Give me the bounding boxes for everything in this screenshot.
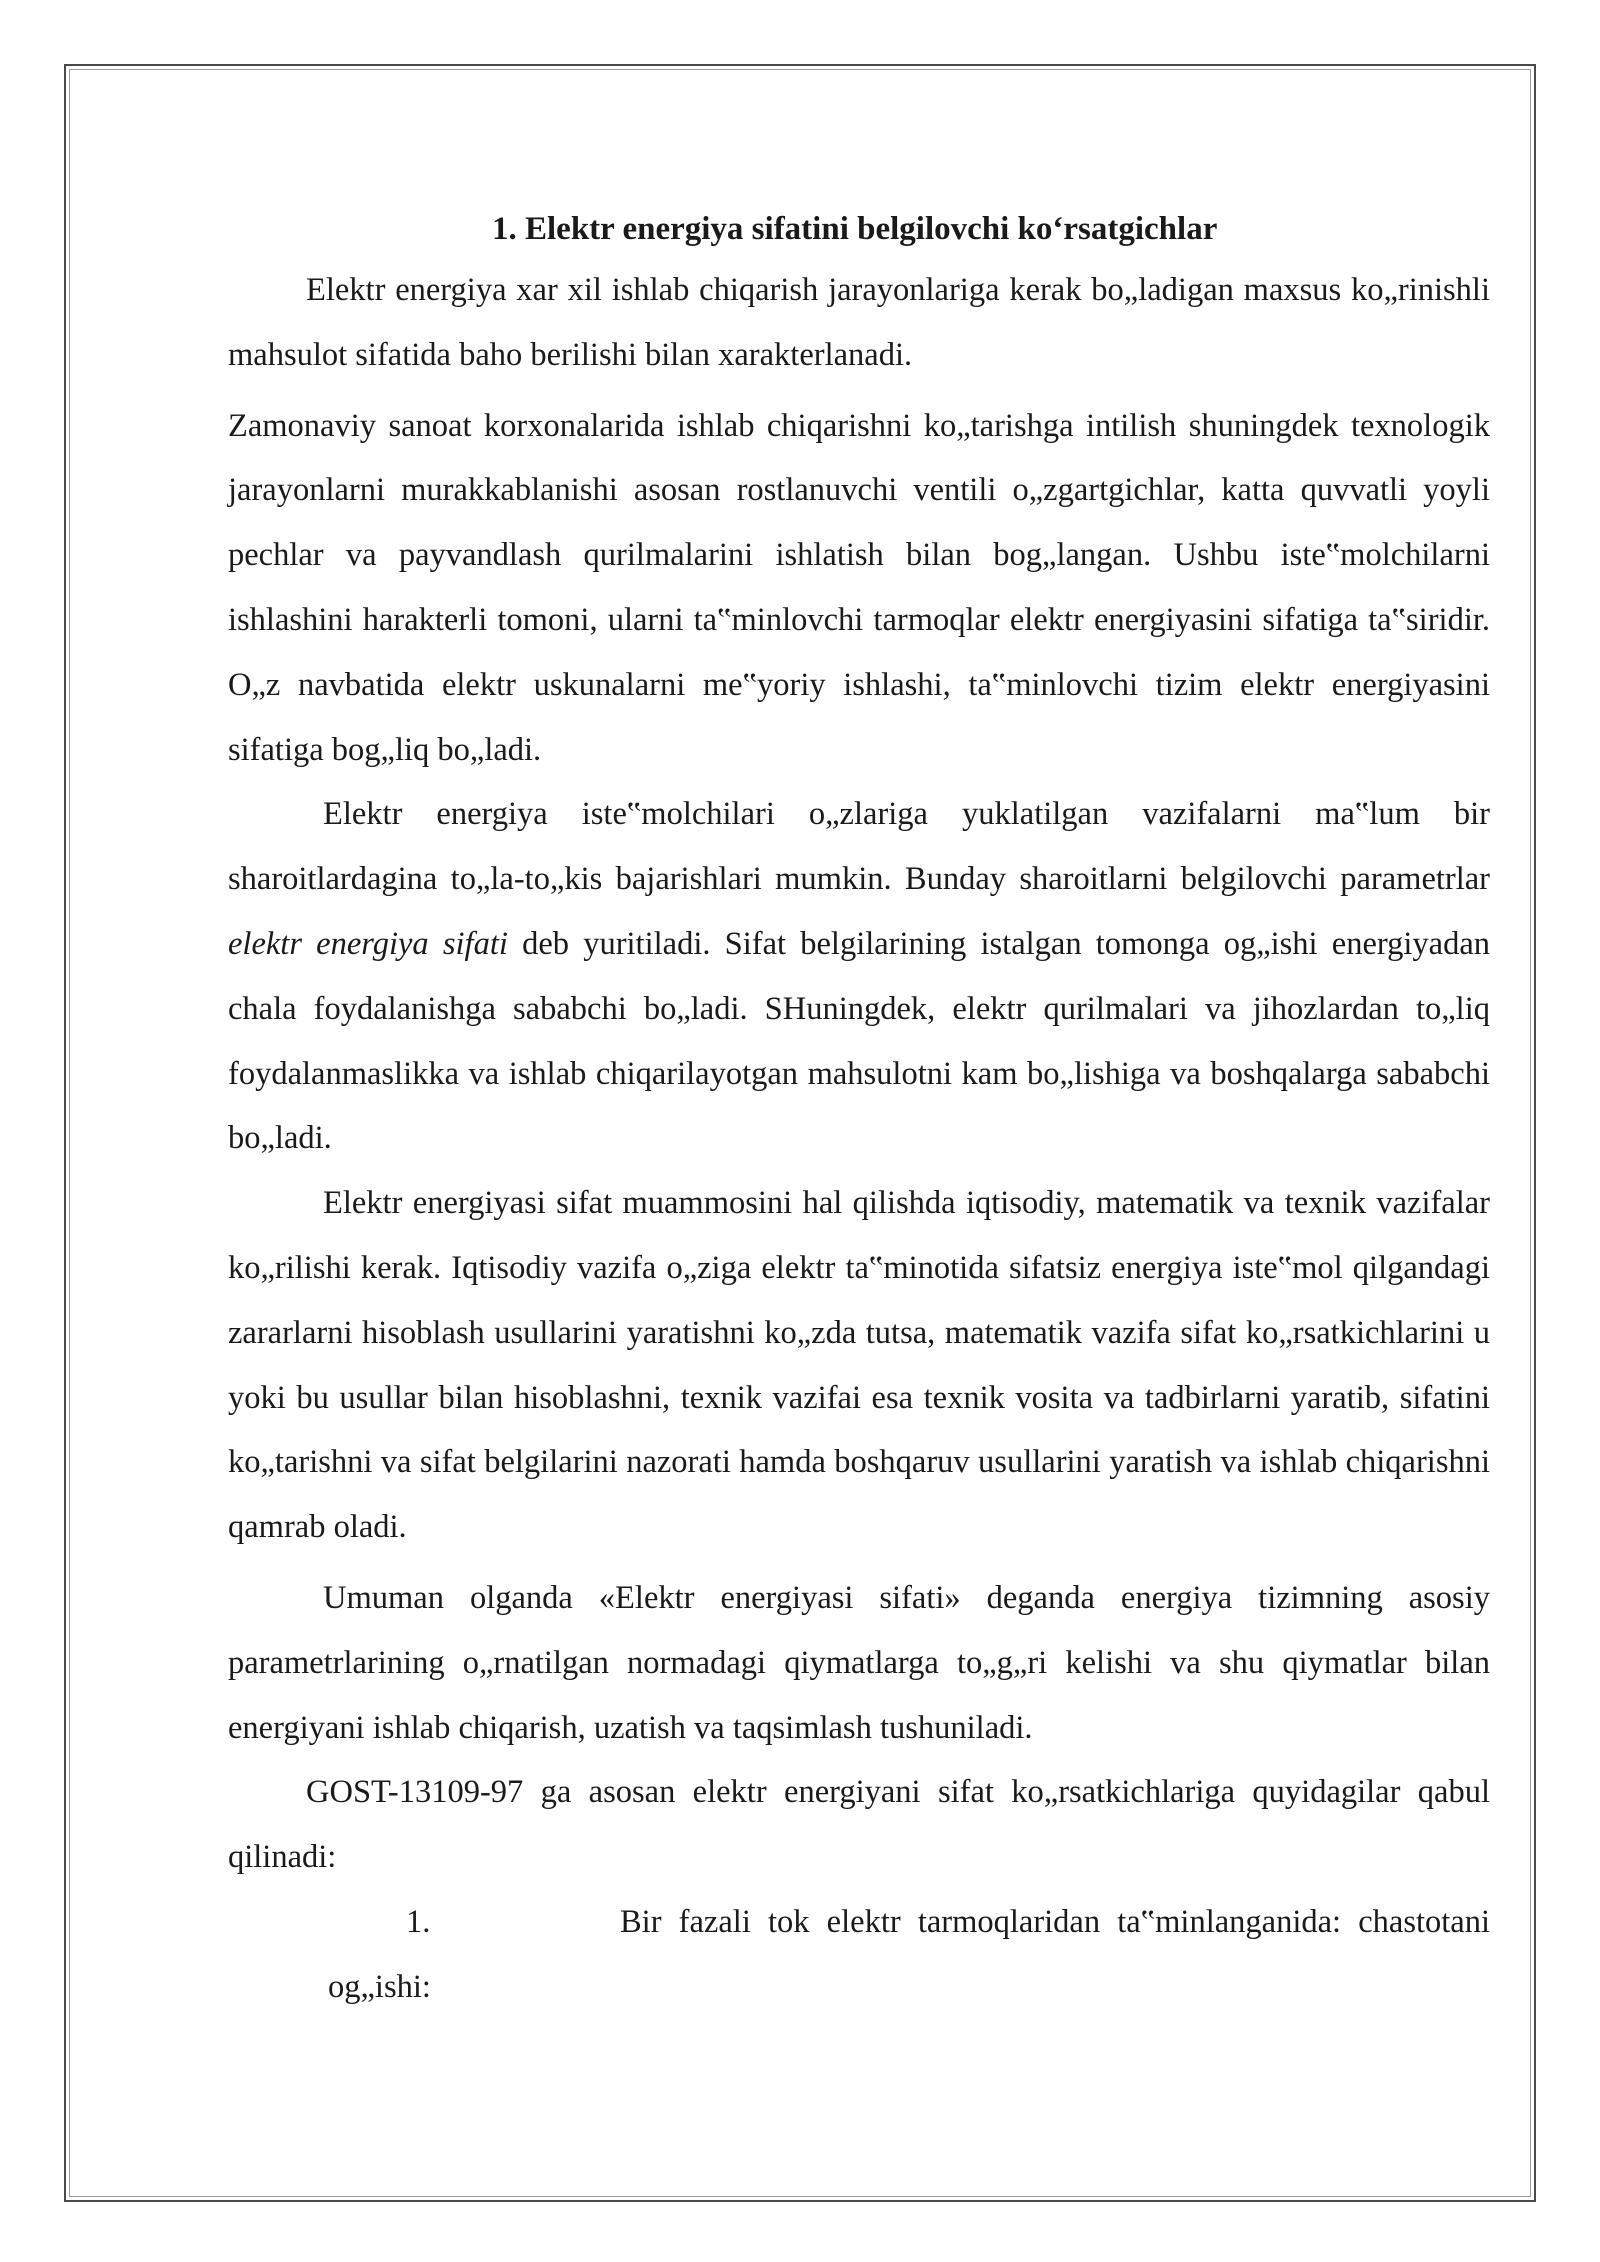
document-body — [228, 200, 1490, 2020]
paragraph-3-emphasis: elektr energiya sifati — [228, 925, 508, 962]
section-title: 1. Elektr energiya sifatini belgilovchi ko‘rsatgichlar — [492, 211, 1218, 247]
paragraph-1: Elektr energiya xar xil ishlab chiqarish jarayonlariga kerak bo„ladigan maxsus ko„rinishli mahsulot sifatida baho berilishi bilan xarakterlanadi. — [228, 272, 1490, 373]
paragraph-5: Umuman olganda «Elektr energiyasi sifati» deganda energiya tizimning asosiy parametrlarining o„rnatilgan normadagi qiymatlarga to„g„ri kelishi va shu qiymatlar bilan energiyani ishlab chiqarish, uzatish va taqsimlash tushuniladi. — [228, 1579, 1490, 1746]
paragraph-2: Zamonaviy sanoat korxonalarida ishlab chiqarishni ko„tarishga intilish shuningdek texnologik jarayonlarni murakkablanishi asosan rostlanuvchi ventili o„zgartgichlar, katta quvvatli yoyli pechlar va payvandlash qurilmalarini ishlatish bilan bog„langan. Ushbu iste‟molchilarni ishlashini harakterli tomoni, ularni ta‟minlovchi tarmoqlar elektr energiyasini sifatiga ta‟siridir. O„z navbatida elektr uskunalarni me‟yoriy ishlashi, ta‟minlovchi tizim elektr energiyasini sifatiga bog„liq bo„ladi. — [228, 407, 1490, 768]
paragraph-3 — [228, 782, 1490, 1171]
paragraph-4: Elektr energiyasi sifat muammosini hal qilishda iqtisodiy, matematik va texnik vazifalar ko„rilishi kerak. Iqtisodiy vazifa o„ziga elektr ta‟minotida sifatsiz energiya iste‟mol qilgandagi zararlarni hisoblash usullarini yaratishni ko„zda tutsa, matematik vazifa sifat ko„rsatkichlarini u yoki bu usullar bilan hisoblashni, texnik vazifai esa texnik vosita va tadbirlarni yaratib, sifatini ko„tarishni va sifat belgilarini nazorati hamda boshqaruv usullarini yaratish va ishlab chiqarishni qamrab oladi. — [228, 1185, 1490, 1546]
list-item — [228, 1890, 1490, 2020]
paragraph-6: GOST-13109-97 ga asosan elektr energiyani sifat ko„rsatkichlariga quyidagilar qabul qilinadi: — [228, 1774, 1490, 1876]
paragraph-3-text-end: deb yuritiladi. Sifat belgilarining istalgan tomonga og„ishi energiyadan chala foydalanishga sababchi bo„ladi. SHuningdek, elektr qurilmalari va jihozlardan to„liq foydalanmaslikka va ishlab chiqarilayotgan mahsulotni kam bo„lishiga va boshqalarga sababchi bo„ladi. — [228, 925, 1490, 1157]
paragraph-3-text-start: Elektr energiya iste‟molchilari o„zlariga yuklatilgan vazifalarni ma‟lum bir sharoitlardagina to„la-to„kis bajarishlari mumkin. Bunday sharoitlarni belgilovchi parametrlar — [228, 796, 1490, 898]
list-item-text: Bir fazali tok elektr tarmoqlaridan ta‟minlanganida: chastotani og„ishi: — [328, 1903, 1490, 2005]
list-item-number: 1. — [406, 1903, 431, 1940]
